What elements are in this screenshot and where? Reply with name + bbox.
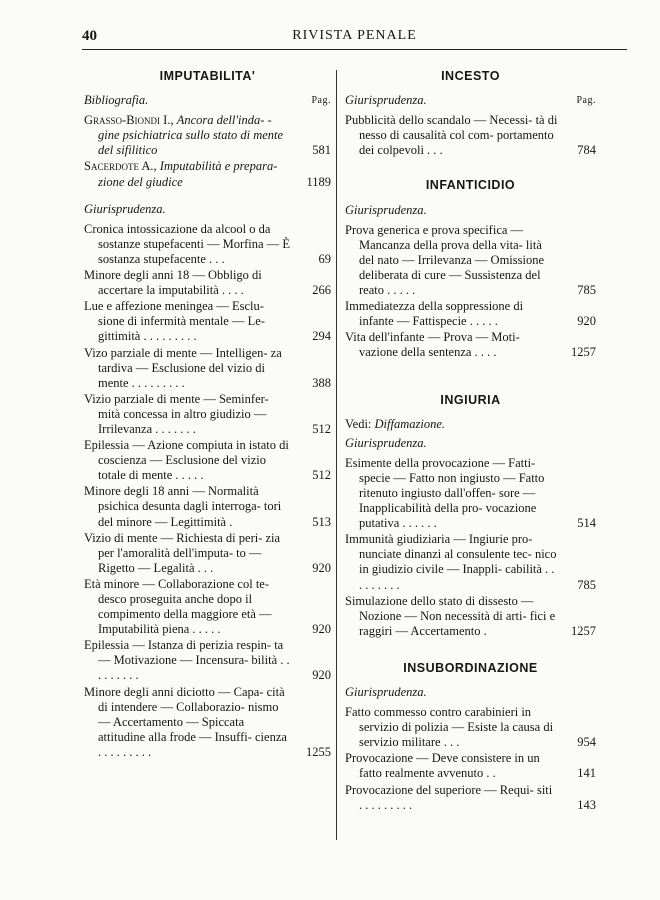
entry-text: Lue e affezione meningea — Esclu- sione di infermità mentale — Le- gittimità . . . . . . . . . <box>84 299 265 344</box>
entry-text: Vizio di mente — Richiesta di peri- zia per l'amoralità dell'imputa- to — Rigetto — Legalità . . . <box>84 530 281 575</box>
page-header <box>82 28 627 50</box>
entry-text: Simulazione dello stato di dissesto — Nozione — Non necessità di arti- fici e raggiri — Accertamento . <box>345 593 556 638</box>
entry-text: Immediatezza della soppressione di infante — Fattispecie . . . . . <box>345 299 524 329</box>
index-entry <box>345 594 596 639</box>
entry-text: Minore degli anni diciotto — Capa- cità di intendere — Collaborazio- nismo — Accertamento — Spiccata attitudine alla frode — Insuffi- cienza . . . . . . . . . <box>84 684 287 759</box>
incesto-giurisprudenza-heading: Giurisprudenza. Pag. <box>345 93 596 108</box>
insubordinazione-giurisprudenza-heading: Giurisprudenza. <box>345 685 427 699</box>
entry-text: Età minore — Collaborazione col te- desco proseguita anche dopo il compimento della maggiore età — Imputabilità piena . . . . . <box>84 576 272 637</box>
section-title-imputabilita: IMPUTABILITA' <box>159 69 256 83</box>
entry-text: Esimente della provocazione — Fatti- specie — Fatto non ingiusto — Fatto ritenuto ingiusto dall'offen- sore — Inapplicabilità della pro- vocazione putativa . . . . . . <box>345 455 545 531</box>
left-column <box>84 64 331 761</box>
entry-page-number: 512 <box>312 468 331 483</box>
entry-text: Epilessia — Istanza di perizia respin- ta — Motivazione — Incensura- bilità . . . . . . . . . <box>84 638 290 683</box>
entry-page-number: 1257 <box>571 623 596 638</box>
index-entry <box>345 783 596 813</box>
entry-text: Fatto commesso contro carabinieri in servizio di polizia — Esiste la causa di servizio militare . . . <box>345 705 554 750</box>
index-entry <box>345 751 596 781</box>
entry-text: Vita dell'infante — Prova — Moti- vazione della sentenza . . . . <box>345 330 520 360</box>
index-entry <box>84 268 331 298</box>
entry-page-number: 1255 <box>306 744 331 759</box>
section-title-infanticidio: INFANTICIDIO <box>425 178 516 193</box>
entry-text: Pubblicità dello scandalo — Necessi- tà di nesso di causalità col com- portamento dei colpevoli . . . <box>345 113 558 158</box>
entry-page-number: 784 <box>577 143 596 158</box>
entry-author: Grasso-Biondi I., <box>84 113 174 128</box>
entry-page-number: 141 <box>577 766 596 781</box>
bibliografia-heading: Bibliografia. Pag. <box>84 93 331 108</box>
pag-label: Pag. <box>576 95 596 107</box>
index-entry <box>84 685 331 760</box>
entry-page-number: 514 <box>577 516 596 531</box>
journal-title: RIVISTA PENALE <box>292 28 417 43</box>
entry-author: Sacerdote A., <box>84 159 157 174</box>
index-entry <box>84 159 331 189</box>
ingiuria-giurisprudenza-heading: Giurisprudenza. <box>345 435 427 450</box>
entry-page-number: 512 <box>312 421 331 436</box>
entry-text: Provocazione — Deve consistere in un fatto realmente avvenuto . . <box>345 751 540 781</box>
index-entry <box>84 531 331 576</box>
entry-title: Imputabilità e prepara- zione del giudice <box>98 159 278 189</box>
entry-page-number: 920 <box>577 314 596 329</box>
entry-text: Vizo parziale di mente — Intelligen- za tardiva — Esclusione del vizio di mente . . . . . . . . . <box>84 345 282 390</box>
index-entry <box>84 577 331 637</box>
entry-page-number: 1189 <box>306 174 331 189</box>
section-title-insubordinazione: INSUBORDINAZIONE <box>403 660 538 675</box>
entry-text: Epilessia — Azione compiuta in istato di coscienza — Esclusione del vizio totale di mente . . . . . <box>84 438 289 483</box>
index-entry <box>345 330 596 360</box>
index-entry <box>84 638 331 683</box>
entry-text: Minore degli 18 anni — Normalità psichica desunta dagli interroga- tori del minore — Legittimità . <box>84 484 282 529</box>
entry-text: Provocazione del superiore — Requi- siti . . . . . . . . . <box>345 782 553 812</box>
page-number: 40 <box>82 28 97 44</box>
entry-text: Immunità giudiziaria — Ingiurie pro- nunciate dinanzi al consulente tec- nico in giudizio civile — Inappli- cabilità . . . . . . . . . <box>345 532 557 592</box>
entry-text: Minore degli anni 18 — Obbligo di accertare la imputabilità . . . . <box>84 268 262 298</box>
header-rule <box>82 49 627 50</box>
entry-page-number: 1257 <box>571 345 596 360</box>
infanticidio-giurisprudenza-heading: Giurisprudenza. <box>345 202 427 217</box>
index-entry <box>84 484 331 529</box>
entry-page-number: 920 <box>312 622 331 637</box>
index-entry <box>345 532 596 592</box>
section-title-ingiuria: INGIURIA <box>440 392 501 407</box>
vedi-reference: Vedi: Diffamazione. <box>345 416 445 431</box>
index-entry <box>84 346 331 391</box>
right-column <box>345 64 596 814</box>
giurisprudenza-heading: Giurisprudenza. <box>84 201 166 216</box>
entry-page-number: 920 <box>312 668 331 683</box>
index-entry <box>84 222 331 267</box>
entry-text: Cronica intossicazione da alcool o da sostanze stupefacenti — Morfina — È sostanza stupefacente . . . <box>84 221 290 266</box>
entry-page-number: 513 <box>312 514 331 529</box>
index-entry <box>84 299 331 344</box>
index-entry <box>345 705 596 750</box>
index-entry <box>345 223 596 298</box>
entry-page-number: 920 <box>312 560 331 575</box>
entry-page-number: 294 <box>312 329 331 344</box>
entry-page-number: 785 <box>577 577 596 592</box>
entry-page-number: 954 <box>577 735 596 750</box>
entry-page-number: 143 <box>577 797 596 812</box>
index-entry <box>84 392 331 437</box>
entry-text: Vizio parziale di mente — Seminfer- mità concessa in altro giudizio — Irrilevanza . . . . . . . <box>84 391 269 436</box>
index-entry <box>345 113 596 158</box>
index-entry <box>345 299 596 329</box>
entry-page-number: 69 <box>318 251 331 266</box>
section-title-incesto: INCESTO <box>441 69 500 83</box>
entry-page-number: 388 <box>312 375 331 390</box>
entry-page-number: 785 <box>577 283 596 298</box>
entry-text: Prova generica e prova specifica — Mancanza della prova della vita- lità del nato — Irrilevanza — Omissione deliberata di cure — Sussistenza del reato . . . . . <box>345 222 545 298</box>
index-entry <box>84 113 331 158</box>
entry-page-number: 266 <box>312 283 331 298</box>
entry-page-number: 581 <box>312 143 331 158</box>
entry-title: Ancora dell'inda- -gine psichiatrica sullo stato di mente del sifilitico <box>98 113 284 158</box>
pag-label: Pag. <box>311 95 331 107</box>
index-entry <box>84 438 331 483</box>
index-entry <box>345 456 596 531</box>
column-divider <box>336 70 337 840</box>
